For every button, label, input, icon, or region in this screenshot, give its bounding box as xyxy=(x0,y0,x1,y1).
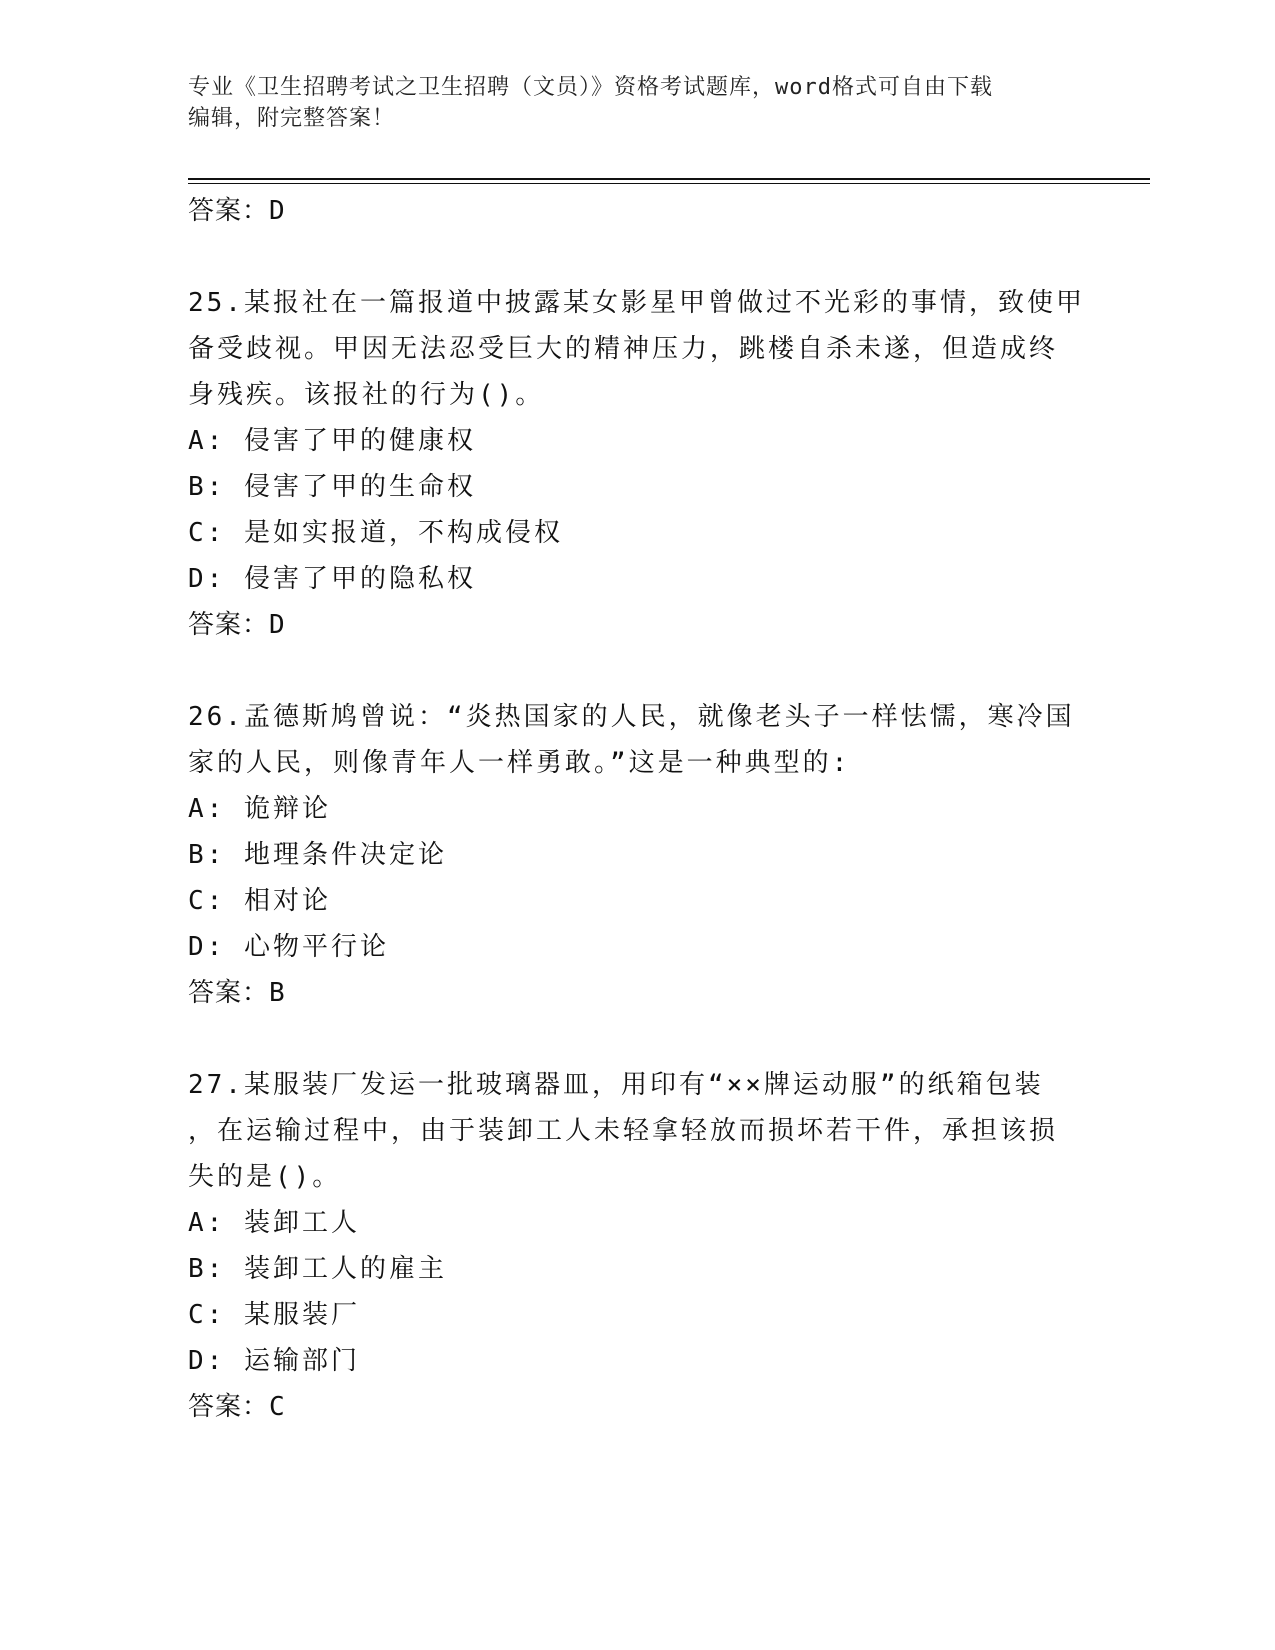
question-stem xyxy=(188,280,1088,418)
option-d: D: 侵害了甲的隐私权 xyxy=(188,564,476,594)
stem-line: 身残疾。该报社的行为()。 xyxy=(188,380,545,410)
option-d: D: 运输部门 xyxy=(188,1346,360,1376)
page-header xyxy=(188,72,1078,134)
answer-line-previous xyxy=(188,188,1088,234)
answer-label: 答案： xyxy=(188,610,270,640)
stem-line: 失的是()。 xyxy=(188,1162,342,1192)
answer-line xyxy=(188,602,1088,648)
option-a: A: 诡辩论 xyxy=(188,794,331,824)
header-divider-thin xyxy=(188,183,1150,184)
answer-value: D xyxy=(269,610,286,640)
option-b: B: 地理条件决定论 xyxy=(188,840,447,870)
answer-label: 答案： xyxy=(188,978,270,1008)
spacer xyxy=(188,648,1088,694)
option-a: A: 侵害了甲的健康权 xyxy=(188,426,476,456)
stem-line: ，在运输过程中，由于装卸工人未轻拿轻放而损坏若干件，承担该损 xyxy=(188,1116,1059,1146)
question-block-27 xyxy=(188,1062,1088,1430)
question-stem xyxy=(188,694,1088,786)
header-line-1: 专业《卫生招聘考试之卫生招聘（文员）》资格考试题库，word格式可自由下载 xyxy=(188,75,993,100)
option-c: C: 某服装厂 xyxy=(188,1300,360,1330)
header-line-2: 编辑，附完整答案！ xyxy=(188,106,396,131)
answer-line xyxy=(188,1384,1088,1430)
answer-value: C xyxy=(269,1392,286,1422)
option-b: B: 侵害了甲的生命权 xyxy=(188,472,476,502)
option-d: D: 心物平行论 xyxy=(188,932,389,962)
header-divider-thick xyxy=(188,178,1150,180)
stem-line: 26.孟德斯鸠曾说：“炎热国家的人民，就像老头子一样怯懦，寒冷国 xyxy=(188,702,1075,732)
option-c: C: 相对论 xyxy=(188,886,331,916)
spacer xyxy=(188,234,1088,280)
stem-line: 家的人民，则像青年人一样勇敢。”这是一种典型的: xyxy=(188,748,851,778)
option-a: A: 装卸工人 xyxy=(188,1208,360,1238)
answer-label: 答案： xyxy=(188,1392,270,1422)
answer-label: 答案： xyxy=(188,196,270,226)
question-content xyxy=(188,188,1088,1430)
option-b: B: 装卸工人的雇主 xyxy=(188,1254,447,1284)
answer-value: B xyxy=(269,978,286,1008)
answer-value: D xyxy=(269,196,286,226)
spacer xyxy=(188,1016,1088,1062)
question-stem xyxy=(188,1062,1088,1200)
question-block-26 xyxy=(188,694,1088,1016)
option-c: C: 是如实报道，不构成侵权 xyxy=(188,518,563,548)
stem-line: 备受歧视。甲因无法忍受巨大的精神压力，跳楼自杀未遂，但造成终 xyxy=(188,334,1059,364)
stem-line: 27.某服装厂发运一批玻璃器皿，用印有“××牌运动服”的纸箱包装 xyxy=(188,1070,1044,1100)
question-block-25 xyxy=(188,280,1088,648)
answer-line xyxy=(188,970,1088,1016)
stem-line: 25.某报社在一篇报道中披露某女影星甲曾做过不光彩的事情，致使甲 xyxy=(188,288,1085,318)
